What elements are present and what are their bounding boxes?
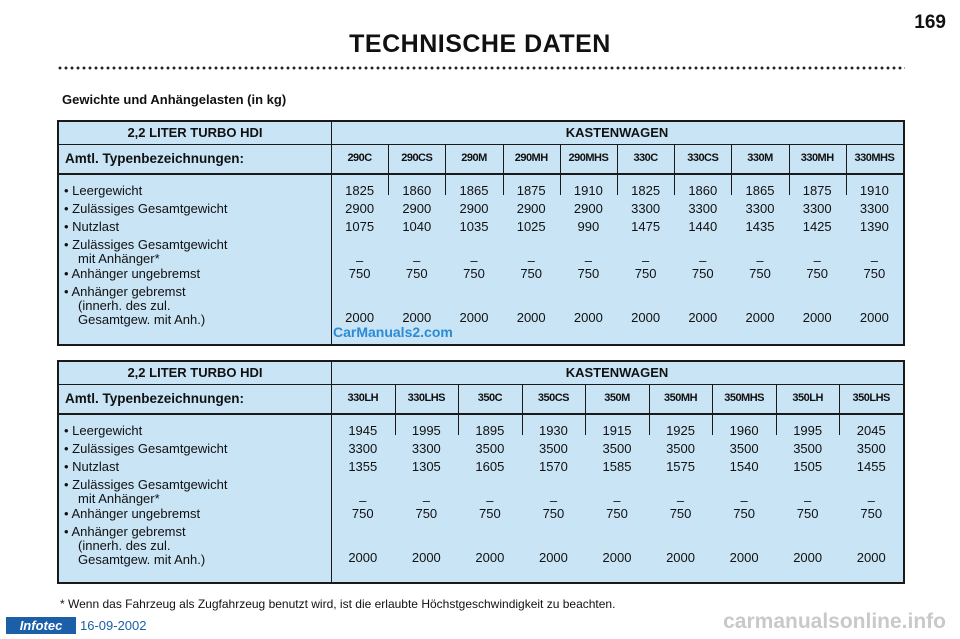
value-gesamtgewicht: 3500	[475, 441, 505, 456]
value-leergewicht: 1995	[793, 423, 823, 438]
engine-label: 2,2 LITER TURBO HDI	[127, 365, 263, 380]
row-label-gebremst	[64, 285, 205, 327]
value-ungebremst: 750	[796, 506, 819, 521]
row-label-line: Gesamtgew. mit Anh.)	[78, 552, 206, 567]
row-label-ungebremst	[64, 267, 200, 281]
page-number: 169	[914, 12, 946, 33]
value-gesamtgewicht: 3300	[411, 441, 441, 456]
row-label-line: mit Anhänger*	[78, 251, 160, 266]
row-label-line: • Nutzlast	[64, 459, 120, 474]
type-column-header: 350LHS	[852, 392, 890, 404]
row-label-line: • Zulässiges Gesamtgewicht	[64, 477, 228, 492]
watermark-carmanualsonline: carmanualsonline.info	[723, 610, 946, 633]
value-gesamtgewicht_anh: –	[422, 493, 430, 508]
value-gesamtgewicht_anh: –	[359, 493, 367, 508]
section-heading: Gewichte und Anhängelasten (in kg)	[62, 92, 287, 107]
value-leergewicht: 1915	[602, 423, 632, 438]
type-column-header: 330CS	[687, 152, 719, 164]
value-ungebremst: 750	[351, 506, 374, 521]
value-nutzlast: 1075	[345, 219, 375, 234]
value-nutzlast: 1435	[745, 219, 775, 234]
type-column-header: 290MHS	[568, 152, 609, 164]
value-gebremst: 2000	[459, 310, 489, 325]
footnote: * Wenn das Fahrzeug als Zugfahrzeug benutzt wird, ist die erlaubte Höchstgeschwindigkeit zu beachten.	[60, 597, 616, 611]
row-label-ungebremst	[64, 507, 200, 521]
value-nutzlast: 1605	[475, 459, 505, 474]
value-gesamtgewicht_anh: –	[413, 253, 421, 268]
weights-table-2	[57, 360, 905, 584]
type-column-header: 330MHS	[854, 152, 895, 164]
value-leergewicht: 1825	[631, 183, 661, 198]
value-nutzlast: 1505	[793, 459, 823, 474]
row-label-line: • Leergewicht	[64, 423, 143, 438]
value-leergewicht: 1910	[573, 183, 603, 198]
value-gesamtgewicht: 3300	[859, 201, 889, 216]
value-ungebremst: 750	[860, 506, 883, 521]
row-label-line: • Nutzlast	[64, 219, 120, 234]
value-gesamtgewicht: 3300	[745, 201, 775, 216]
type-designation-label: Amtl. Typenbezeichnungen:	[65, 151, 245, 166]
value-gesamtgewicht_anh: –	[804, 493, 812, 508]
value-gesamtgewicht: 3300	[802, 201, 832, 216]
type-column-header: 350MHS	[724, 392, 764, 404]
value-leergewicht: 2045	[856, 423, 886, 438]
value-nutzlast: 990	[577, 219, 600, 234]
value-gesamtgewicht_anh: –	[470, 253, 478, 268]
row-label-line: (innerh. des zul.	[78, 298, 171, 313]
dotted-divider	[57, 66, 905, 70]
value-gesamtgewicht: 3500	[856, 441, 886, 456]
value-nutzlast: 1040	[402, 219, 432, 234]
value-ungebremst: 750	[733, 506, 755, 521]
value-gesamtgewicht: 2900	[345, 201, 375, 216]
row-label-nutzlast	[64, 460, 119, 474]
type-column-header: 330MH	[800, 152, 834, 164]
row-label-gebremst	[64, 525, 205, 567]
row-label-line: • Zulässiges Gesamtgewicht	[64, 237, 228, 252]
value-nutzlast: 1440	[688, 219, 718, 234]
value-gebremst: 2000	[402, 310, 432, 325]
value-gesamtgewicht: 2900	[459, 201, 489, 216]
value-gebremst: 2000	[411, 550, 441, 565]
value-gesamtgewicht: 3300	[688, 201, 718, 216]
value-ungebremst: 750	[606, 506, 628, 521]
value-gebremst: 2000	[859, 310, 889, 325]
row-label-gesamtgewicht	[64, 202, 228, 216]
row-label-line: • Anhänger gebremst	[64, 284, 186, 299]
row-label-leergewicht	[64, 184, 142, 198]
value-ungebremst: 750	[691, 266, 714, 281]
page-title: TECHNISCHE DATEN	[349, 30, 611, 58]
value-leergewicht: 1860	[402, 183, 432, 198]
value-ungebremst: 750	[415, 506, 438, 521]
value-leergewicht: 1865	[745, 183, 775, 198]
value-gesamtgewicht: 3300	[631, 201, 661, 216]
value-gebremst: 2000	[793, 550, 823, 565]
value-leergewicht: 1895	[475, 423, 505, 438]
row-label-line: mit Anhänger*	[78, 491, 160, 506]
value-nutzlast: 1425	[802, 219, 832, 234]
value-gebremst: 2000	[802, 310, 832, 325]
value-nutzlast: 1305	[411, 459, 441, 474]
value-ungebremst: 750	[463, 266, 485, 281]
type-column-header: 330LHS	[407, 392, 445, 404]
value-leergewicht: 1865	[459, 183, 489, 198]
type-column-header: 350CS	[537, 392, 569, 404]
value-nutzlast: 1035	[459, 219, 489, 234]
value-gesamtgewicht_anh: –	[867, 493, 875, 508]
value-gebremst: 2000	[538, 550, 568, 565]
value-nutzlast: 1355	[348, 459, 378, 474]
value-gebremst: 2000	[348, 550, 378, 565]
value-gesamtgewicht_anh: –	[699, 253, 707, 268]
row-label-line: • Anhänger ungebremst	[64, 266, 201, 281]
value-ungebremst: 750	[348, 266, 371, 281]
row-label-line: (innerh. des zul.	[78, 538, 171, 553]
value-gebremst: 2000	[475, 550, 505, 565]
value-ungebremst: 750	[405, 266, 428, 281]
row-label-gesamtgewicht_anh	[64, 238, 228, 266]
watermark-carmanuals2: CarManuals2.com	[333, 324, 453, 340]
value-nutzlast: 1575	[666, 459, 695, 474]
value-leergewicht: 1945	[348, 423, 378, 438]
type-column-header: 350C	[477, 392, 503, 404]
row-label-leergewicht	[64, 424, 142, 438]
value-leergewicht: 1860	[688, 183, 718, 198]
value-nutzlast: 1390	[859, 219, 889, 234]
value-gebremst: 2000	[688, 310, 718, 325]
value-ungebremst: 750	[542, 506, 565, 521]
value-gesamtgewicht: 3500	[666, 441, 695, 456]
print-date: 16-09-2002	[80, 618, 147, 633]
value-gesamtgewicht: 2900	[402, 201, 432, 216]
type-column-header: 290MH	[514, 152, 548, 164]
value-gesamtgewicht_anh: –	[527, 253, 535, 268]
value-ungebremst: 750	[749, 266, 771, 281]
value-ungebremst: 750	[479, 506, 501, 521]
value-gesamtgewicht_anh: –	[584, 253, 592, 268]
value-gesamtgewicht_anh: –	[641, 253, 650, 268]
value-gesamtgewicht: 3500	[793, 441, 823, 456]
type-designation-label: Amtl. Typenbezeichnungen:	[65, 391, 245, 406]
value-leergewicht: 1875	[802, 183, 832, 198]
type-column-header: 290CS	[401, 152, 433, 164]
type-column-header: 290C	[347, 152, 372, 164]
type-column-header: 330LH	[347, 392, 379, 404]
value-leergewicht: 1825	[345, 183, 375, 198]
type-column-header: 330M	[747, 152, 773, 164]
infotec-logo: Infotec	[6, 617, 76, 634]
weights-table-1	[57, 120, 905, 346]
row-label-line: • Leergewicht	[64, 183, 143, 198]
row-label-line: • Anhänger ungebremst	[64, 506, 201, 521]
value-gesamtgewicht_anh: –	[813, 253, 821, 268]
value-ungebremst: 750	[806, 266, 829, 281]
value-gesamtgewicht: 2900	[516, 201, 546, 216]
row-label-line: • Zulässiges Gesamtgewicht	[64, 201, 228, 216]
value-leergewicht: 1995	[411, 423, 441, 438]
value-ungebremst: 750	[520, 266, 543, 281]
type-column-header: 350MH	[664, 392, 698, 404]
value-gesamtgewicht_anh: –	[355, 253, 364, 268]
row-label-line: • Zulässiges Gesamtgewicht	[64, 441, 228, 456]
value-leergewicht: 1925	[666, 423, 695, 438]
body-type-label: KASTENWAGEN	[565, 125, 669, 140]
value-gesamtgewicht: 3300	[348, 441, 378, 456]
value-nutzlast: 1025	[516, 219, 546, 234]
value-gebremst: 2000	[745, 310, 775, 325]
row-label-line: • Anhänger gebremst	[64, 524, 186, 539]
value-gesamtgewicht_anh: –	[676, 493, 685, 508]
value-gesamtgewicht: 3500	[602, 441, 632, 456]
value-ungebremst: 750	[577, 266, 600, 281]
value-gebremst: 2000	[856, 550, 886, 565]
value-nutzlast: 1540	[729, 459, 759, 474]
row-label-nutzlast	[64, 220, 119, 234]
value-gebremst: 2000	[573, 310, 603, 325]
value-gebremst: 2000	[345, 310, 375, 325]
value-gesamtgewicht_anh: –	[740, 493, 748, 508]
type-column-header: 350LH	[792, 392, 823, 404]
value-gesamtgewicht_anh: –	[756, 253, 764, 268]
value-gesamtgewicht_anh: –	[549, 493, 558, 508]
value-gesamtgewicht_anh: –	[486, 493, 494, 508]
engine-label: 2,2 LITER TURBO HDI	[127, 125, 263, 140]
type-column-header: 350M	[604, 392, 630, 404]
value-nutzlast: 1570	[538, 459, 568, 474]
value-gebremst: 2000	[666, 550, 695, 565]
row-label-line: Gesamtgew. mit Anh.)	[78, 312, 206, 327]
row-label-gesamtgewicht_anh	[64, 478, 228, 506]
value-leergewicht: 1910	[859, 183, 889, 198]
value-gesamtgewicht: 2900	[573, 201, 603, 216]
value-leergewicht: 1960	[729, 423, 759, 438]
value-ungebremst: 750	[669, 506, 692, 521]
value-gesamtgewicht_anh: –	[870, 253, 878, 268]
row-label-gesamtgewicht	[64, 442, 228, 456]
value-gesamtgewicht_anh: –	[613, 493, 621, 508]
value-nutzlast: 1455	[856, 459, 886, 474]
value-gebremst: 2000	[602, 550, 632, 565]
value-ungebremst: 750	[863, 266, 886, 281]
value-gesamtgewicht: 3500	[538, 441, 568, 456]
value-gebremst: 2000	[631, 310, 661, 325]
value-gebremst: 2000	[516, 310, 546, 325]
type-column-header: 330C	[633, 152, 658, 164]
value-leergewicht: 1875	[516, 183, 546, 198]
body-type-label: KASTENWAGEN	[565, 365, 669, 380]
value-nutzlast: 1475	[631, 219, 661, 234]
value-gesamtgewicht: 3500	[729, 441, 759, 456]
value-ungebremst: 750	[634, 266, 657, 281]
type-column-header: 290M	[461, 152, 487, 164]
value-leergewicht: 1930	[538, 423, 568, 438]
value-gebremst: 2000	[729, 550, 759, 565]
value-nutzlast: 1585	[602, 459, 632, 474]
